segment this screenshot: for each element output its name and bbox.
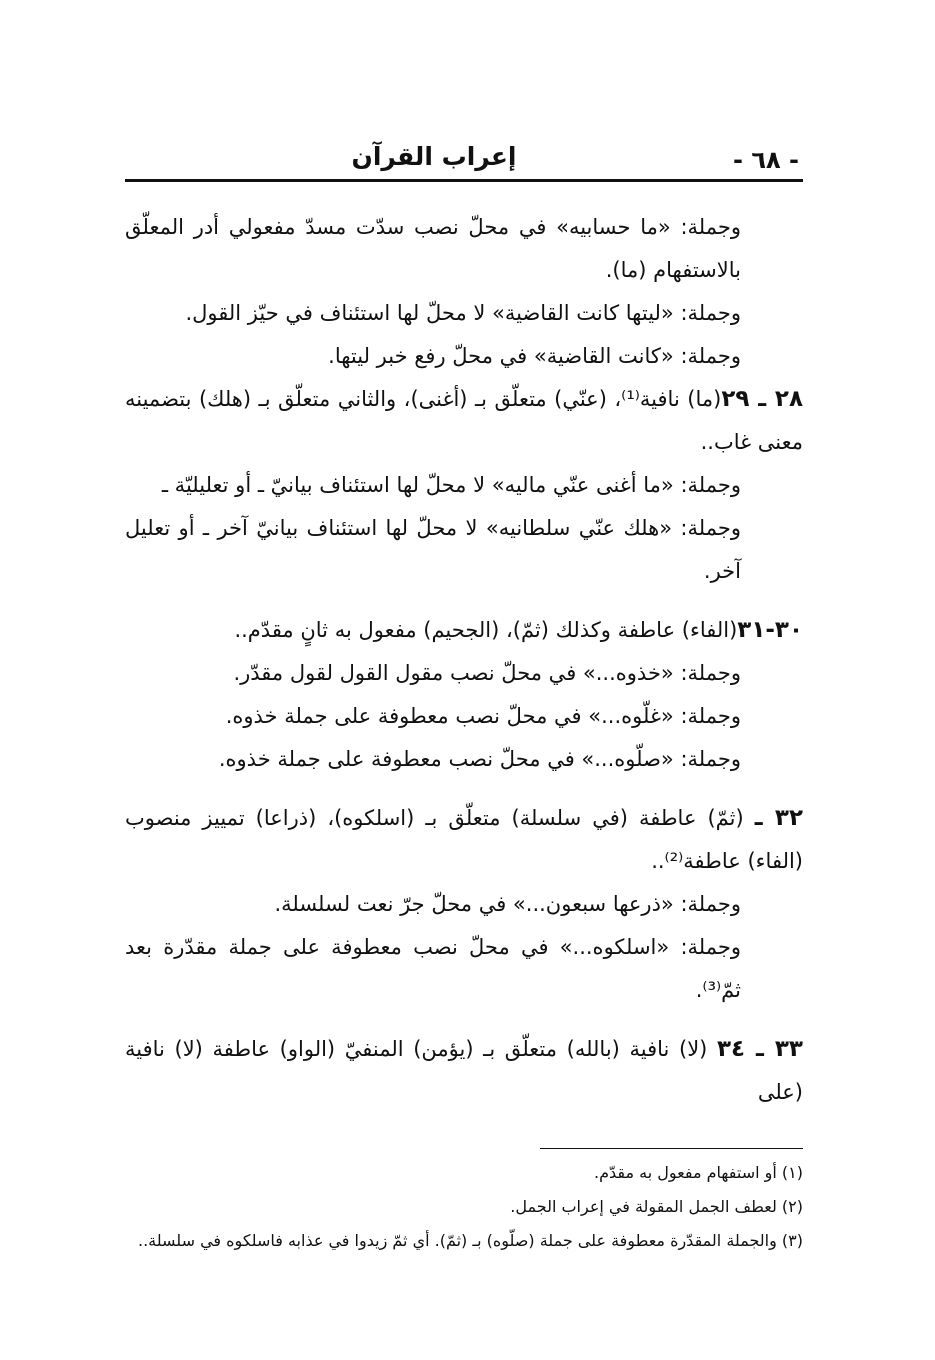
paragraph-text: وجملة: «ليتها كانت القاضية» لا محلّ لها استئناف في حيّز القول.: [185, 301, 741, 325]
verse-number: ٢٨ ـ ٢٩: [721, 386, 803, 412]
paragraph: [125, 206, 803, 292]
paragraph-text: (ثمّ) عاطفة (في سلسلة) متعلّق بـ (اسلكوه)، (ذراعا) تمييز منصوب (الفاء) عاطفة⁽²⁾..: [125, 806, 803, 873]
paragraph-text: (لا) نافية (بالله) متعلّق بـ (يؤمن) المنفيّ (الواو) عاطفة (لا) نافية (على: [125, 1037, 803, 1104]
footnote: (٢) لعطف الجمل المقولة في إعراب الجمل.: [510, 1197, 803, 1216]
paragraph-text: (ما) نافية⁽¹⁾، (عنّي) متعلّق بـ (أغنى)، والثاني متعلّق بـ (هلك) بتضمينه معنى غاب..: [125, 387, 803, 454]
paragraph: [125, 464, 803, 507]
paragraph: [125, 292, 803, 335]
footnote-rule: [540, 1148, 803, 1149]
page-number: - ٦٨ -: [733, 146, 799, 174]
paragraph-text: وجملة: «خذوه...» في محلّ نصب مقول القول لقول مقدّر.: [233, 661, 741, 685]
numbered-paragraph: [125, 1028, 803, 1114]
verse-number: ٣٣ ـ ٣٤: [717, 1036, 803, 1062]
body-text: [125, 206, 803, 1114]
paragraph: [125, 738, 803, 781]
numbered-paragraph: [125, 797, 803, 883]
paragraph-text: (الفاء) عاطفة وكذلك (ثمّ)، (الجحيم) مفعول به ثانٍ مقدّم..: [234, 618, 738, 642]
numbered-paragraph: [125, 378, 803, 464]
paragraph: [125, 695, 803, 738]
paragraph-text: وجملة: «هلك عنّي سلطانيه» لا محلّ لها استئناف بيانيّ آخر ـ أو تعليل آخر.: [125, 516, 741, 583]
paragraph: [125, 335, 803, 378]
paragraph: [125, 652, 803, 695]
header-rule: [125, 179, 803, 182]
numbered-paragraph: [125, 609, 803, 652]
page-header: [125, 132, 803, 182]
paragraph-text: وجملة: «ذرعها سبعون...» في محلّ جرّ نعت لسلسلة.: [274, 892, 741, 916]
running-title: إعراب القرآن: [351, 142, 517, 171]
verse-number: ٣٢ ـ: [754, 805, 803, 831]
footnote: (٣) والجملة المقدّرة معطوفة على جملة (صلّوه) بـ (ثمّ). أي ثمّ زيدوا في عذابه فاسلكوه في سلسلة..: [137, 1231, 803, 1250]
footnote: (١) أو استفهام مفعول به مقدّم.: [594, 1163, 803, 1182]
paragraph-text: وجملة: «اسلكوه...» في محلّ نصب معطوفة على جملة مقدّرة بعد ثمّ⁽³⁾.: [125, 935, 741, 1002]
paragraph: [125, 883, 803, 926]
paragraph-text: وجملة: «ما أغنى عنّي ماليه» لا محلّ لها استئناف بيانيّ ـ أو تعليليّة ـ: [161, 473, 741, 497]
verse-number: ٣٠-٣١: [737, 617, 803, 643]
paragraph: [125, 507, 803, 593]
paragraph-text: وجملة: «صلّوه...» في محلّ نصب معطوفة على جملة خذوه.: [218, 747, 741, 771]
paragraph: [125, 926, 803, 1012]
paragraph-text: وجملة: «ما حسابيه» في محلّ نصب سدّت مسدّ مفعولي أدر المعلّق بالاستفهام (ما).: [125, 215, 741, 282]
footnotes: [125, 1156, 803, 1258]
paragraph-text: وجملة: «غلّوه...» في محلّ نصب معطوفة على جملة خذوه.: [225, 704, 741, 728]
paragraph-text: وجملة: «كانت القاضية» في محلّ رفع خبر ليتها.: [328, 344, 741, 368]
